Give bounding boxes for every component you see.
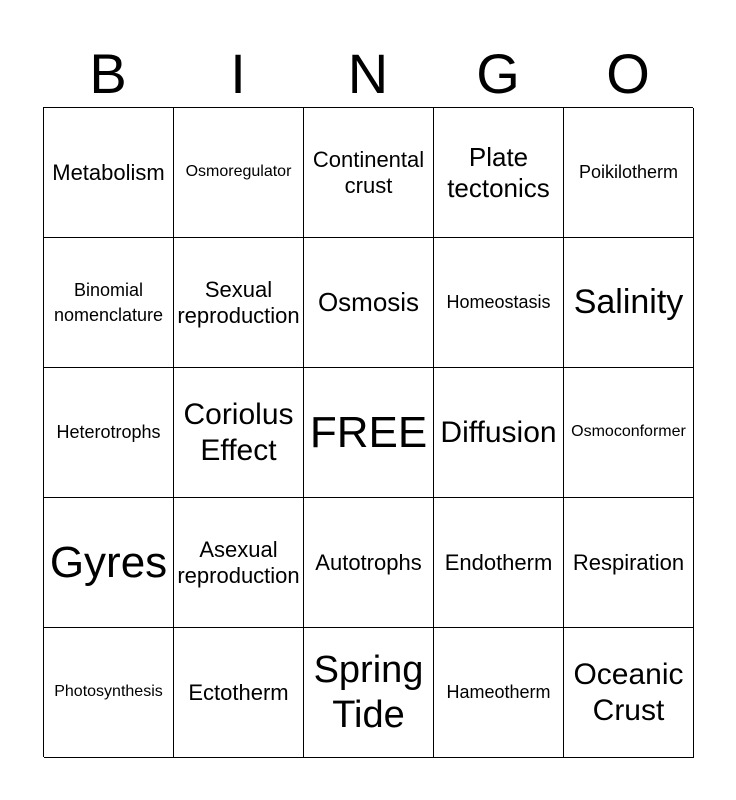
cell-text: Metabolism <box>52 159 165 185</box>
cell-text: Oceanic Crust <box>573 658 684 727</box>
bingo-cell[interactable] <box>304 238 434 368</box>
cell-text: Photosynthesis <box>54 683 163 701</box>
bingo-cell[interactable] <box>174 368 304 498</box>
bingo-cell[interactable] <box>44 628 174 758</box>
bingo-header <box>43 42 693 106</box>
cell-text: Binomial nomenclature <box>53 280 164 325</box>
header-letter-i: I <box>230 42 246 105</box>
bingo-cell[interactable] <box>174 238 304 368</box>
bingo-cell[interactable] <box>44 108 174 238</box>
cell-text: Asexual reproduction <box>177 536 300 588</box>
cell-text: Poikilotherm <box>578 161 679 182</box>
cell-text: Sexual reproduction <box>177 276 300 328</box>
cell-text: Diffusion <box>440 415 557 449</box>
cell-text: Salinity <box>573 283 684 322</box>
cell-text: Heterotrophs <box>56 421 161 442</box>
bingo-cell[interactable] <box>174 108 304 238</box>
header-letter-n: N <box>347 42 389 105</box>
bingo-cell[interactable] <box>434 368 564 498</box>
bingo-cell[interactable] <box>304 498 434 628</box>
header-letter-g: G <box>476 42 520 105</box>
bingo-cell[interactable] <box>174 498 304 628</box>
bingo-cell[interactable] <box>564 498 694 628</box>
cell-text: Ectotherm <box>188 679 289 705</box>
bingo-cell[interactable] <box>564 238 694 368</box>
cell-text: Plate tectonics <box>447 141 550 203</box>
bingo-cell-free[interactable] <box>304 368 434 498</box>
bingo-cell[interactable] <box>564 628 694 758</box>
cell-text: Endotherm <box>444 549 553 575</box>
bingo-cell[interactable] <box>44 498 174 628</box>
header-letter-o: O <box>606 42 650 105</box>
bingo-cell[interactable] <box>304 628 434 758</box>
bingo-cell[interactable] <box>434 628 564 758</box>
bingo-cell[interactable] <box>564 368 694 498</box>
bingo-cell[interactable] <box>44 368 174 498</box>
cell-text: Spring Tide <box>313 648 424 736</box>
cell-text: Osmoconformer <box>571 423 686 441</box>
bingo-board <box>43 107 693 757</box>
bingo-cell[interactable] <box>434 498 564 628</box>
cell-text: Osmosis <box>317 287 420 318</box>
bingo-cell[interactable] <box>434 238 564 368</box>
cell-text: Osmoregulator <box>185 163 292 181</box>
cell-text: Homeostasis <box>446 291 551 312</box>
cell-text: Respiration <box>572 549 685 575</box>
cell-text: Continental crust <box>312 146 425 198</box>
free-space-text: FREE <box>309 407 428 457</box>
bingo-cell[interactable] <box>564 108 694 238</box>
header-letter-b: B <box>89 42 127 105</box>
bingo-cell[interactable] <box>174 628 304 758</box>
cell-text: Gyres <box>49 537 168 587</box>
bingo-cell[interactable] <box>304 108 434 238</box>
bingo-cell[interactable] <box>44 238 174 368</box>
cell-text: Coriolus Effect <box>183 398 294 467</box>
bingo-cell[interactable] <box>434 108 564 238</box>
cell-text: Hameotherm <box>446 681 551 702</box>
cell-text: Autotrophs <box>315 549 422 575</box>
